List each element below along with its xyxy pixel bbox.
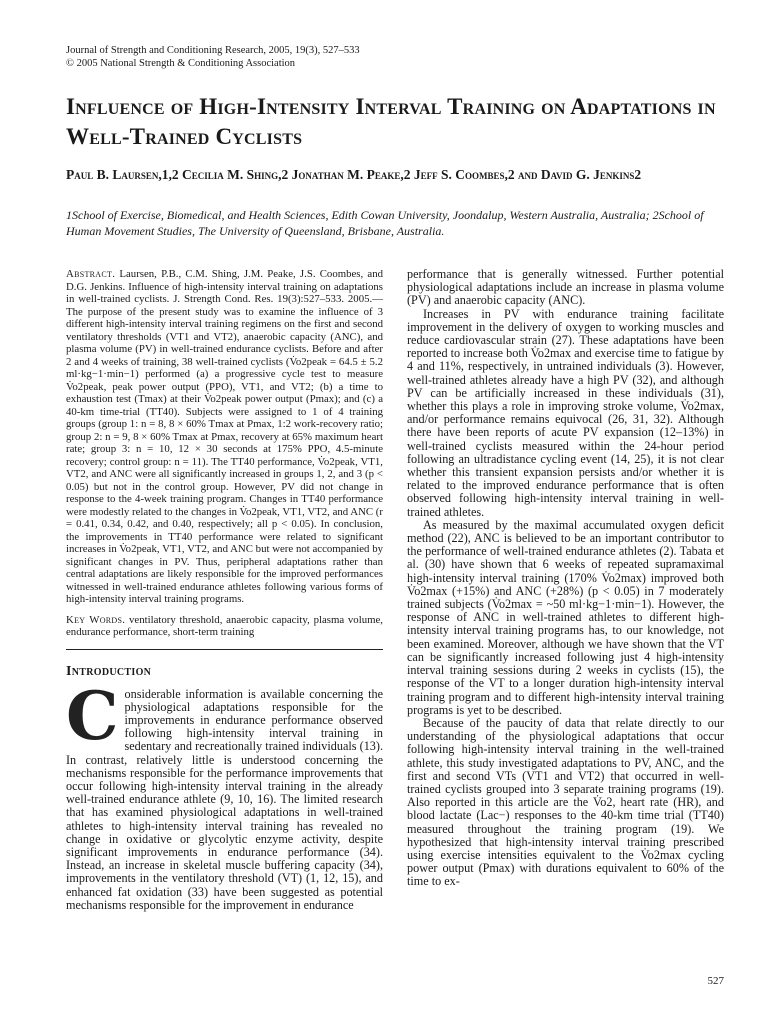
paragraph-anaerobic-capacity: As measured by the maximal accumulated oxygen deficit method (22), ANC is believed to be an important contributor to the performance of well-trained endurance athletes (2). Tabata et al. (30) have shown that 6 weeks of repeated supramaximal high-intensity interval training (170% V̇o2max) improved both V̇o2max (+15%) and ANC (+28%) (p < 0.05) in 7 moderately trained subjects (V̇o2max = ~50 ml·kg−1·min−1). However, the response of ANC in well-trained athletes to different high-intensity interval training programs has, to our knowledge, not been examined. Moreover, although we have shown that the VT can be significantly increased following just 4 high-intensity interval training sessions during 2 weeks in cyclists (15), the response of the VT to a longer duration high-intensity interval training program and to different high-intensity interval training programs is yet to be described. [407, 517, 724, 717]
drop-cap: C [66, 676, 119, 755]
introduction-text: onsiderable information is available concerning the physiological adaptations responsible for the improvements in endurance performance observed following high-intensity interval training in sedentary and recreationally trained individuals (13). In contrast, relatively little is understood concerning the mechanisms responsible for the performance improvements that occur following high-intensity interval training in the already well-trained endurance athlete (9, 10, 16). The limited research that has examined physiological adaptations in well-trained athletes to high-intensity interval training has revealed no change in oxidative or glycolytic enzyme activity, despite significant improvements in endurance performance (34). Instead, an increase in skeletal muscle buffering capacity (34), improvements in the ventilatory threshold (VT) (1, 12, 15), and enhanced fat oxidation (33) have been suggested as potential mechanisms responsible for the improvement in endurance [66, 686, 383, 912]
abstract-label: Abstract. [66, 268, 116, 280]
keywords-text: ventilatory threshold, anaerobic capacity, plasma volume, endurance performance, short-term training [66, 613, 383, 638]
keywords [66, 614, 383, 639]
section-heading-introduction: Introduction [66, 663, 152, 679]
journal-citation [66, 44, 706, 70]
abstract-text: Laursen, P.B., C.M. Shing, J.M. Peake, J.S. Coombes, and D.G. Jenkins. Influence of high-intensity interval training on adaptations in well-trained cyclists. J. Strength Cond. Res. 19(3):527–533. 2005.—The purpose of the present study was to examine the influence of 3 different high-intensity interval training regimens on the first and second ventilatory thresholds (VT1 and VT2), anaerobic capacity (ANC), and plasma volume (PV) in well-trained endurance cyclists. Before and after 2 and 4 weeks of training, 38 well-trained cyclists (V̇o2peak = 64.5 ± 5.2 ml·kg−1·min−1) performed (a) a progressive cycle test to measure V̇o2peak, peak power output (PPO), VT1, and VT2; (b) a time to exhaustion test (Tmax) at their V̇o2peak power output (Pmax); and (c) a 40-km time-trial (TT40). Subjects were assigned to 1 of 4 training groups (group 1: n = 8, 8 × 60% Tmax at Pmax, 1:2 work-recovery ratio; group 2: n = 9, 8 × 60% Tmax at Pmax, recovery at 65% maximum heart rate; group 3: n = 10, 12 × 30 seconds at 175% PPO, 4.5-minute recovery; control group: n = 11). The TT40 performance, V̇o2peak, VT1, VT2, and ANC were all significantly increased in groups 1, 2, and 3 (p < 0.05) but not in the control group. However, PV did not change in response to the 4-week training program. Changes in TT40 performance were modestly related to the changes in V̇o2peak, VT1, VT2, and ANC (r = 0.41, 0.34, 0.42, and 0.40, respectively; all p < 0.05). In conclusion, the improvements in TT40 performance were related to significant increases in V̇o2peak, VT1, VT2, and ANC but were not accompanied by significant changes in PV. Thus, peripheral adaptations rather than central adaptations are likely responsible for the improved performances witnessed in well-trained endurance athletes following various forms of high-intensity interval training programs. [66, 268, 383, 605]
paragraph-plasma-volume: Increases in PV with endurance training facilitate improvement in the delivery of oxygen to working muscles and reduce cardiovascular strain (27). These adaptations have been reported to increase both V̇o2max and exercise time to fatigue by 4 and 11%, respectively, in untrained individuals (3). However, well-trained athletes already have a high PV (32), and although PV can be artificially increased in these individuals (31), whether this plays a role in improving stroke volume, V̇o2max, and/or performance remains equivocal (26, 31, 32). Although there have been reports of acute PV expansion (12–13%) in well-trained cyclists measured within the 24-hour period following an ultradistance cycling event (14, 25), it is not clear whether this transient expansion persists and/or whether it is related to the improved endurance performance that is often observed following high-intensity interval training in well-trained athletes. [407, 306, 724, 519]
journal-line: Journal of Strength and Conditioning Research, 2005, 19(3), 527–533 [66, 45, 360, 56]
left-column [66, 268, 383, 912]
introduction-paragraph [66, 676, 383, 912]
affiliations: 1School of Exercise, Biomedical, and Health Sciences, Edith Cowan University, Joondalup, Western Australia, Australia; 2School of Human Movement Studies, The University of Queensland, Brisbane, Australia. [66, 208, 704, 238]
paragraph-study-aim: Because of the paucity of data that relate directly to our understanding of the physiological adaptations that occur following high-intensity interval training in the well-trained athlete, this study investigated adaptations to PV, ANC, and the first and second VTs (VT1 and VT2) that occurred in well-trained cyclists grouped into 3 separate training programs (19). Also reported in this article are the V̇o2, heart rate (HR), and blood lactate (Lac−) responses to the 40-km time trial (TT40) measured throughout the training program (19). We hypothesized that high-intensity interval training prescribed using exercise intensities equivalent to the V̇o2max cycling power output (Pmax) with durations equivalent to 60% of the time to ex- [407, 715, 724, 889]
author-list: Paul B. Laursen,1,2 Cecilia M. Shing,2 Jonathan M. Peake,2 Jeff S. Coombes,2 and David G. Jenkins2 [66, 167, 642, 182]
section-divider [66, 649, 383, 650]
copyright-line: © 2005 National Strength & Conditioning Association [66, 58, 296, 69]
keywords-label: Key Words. [66, 613, 126, 626]
abstract [66, 268, 383, 606]
paragraph-continued: performance that is generally witnessed. Further potential physiological adaptations include an increase in plasma volume (PV) and anaerobic capacity (ANC). [407, 267, 724, 308]
article-title: Influence of High-Intensity Interval Training on Adaptations in Well-Trained Cyclists [66, 94, 716, 149]
page-number: 527 [707, 975, 724, 987]
right-column [407, 268, 724, 889]
